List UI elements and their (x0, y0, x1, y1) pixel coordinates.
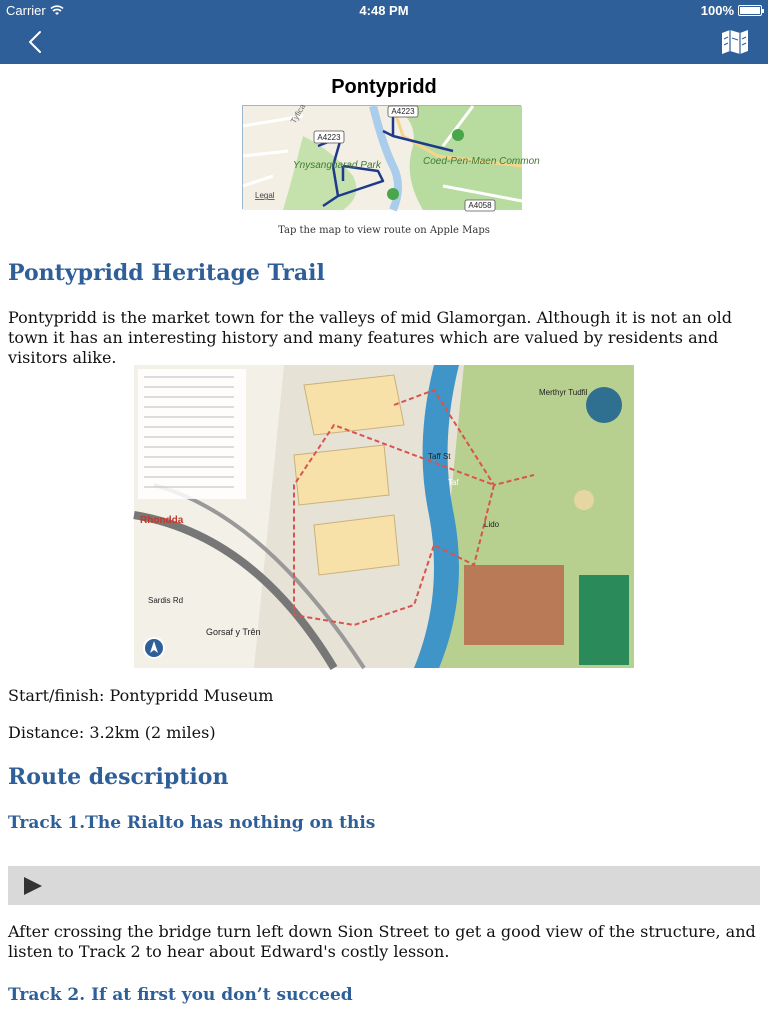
map-label: Sardis Rd (148, 596, 184, 605)
map-icon[interactable] (720, 29, 750, 55)
track-title: Track 2. If at first you don’t succeed (8, 985, 353, 1005)
map-label: Rhondda (140, 515, 184, 526)
map-label: Gorsaf y Trên (206, 627, 261, 637)
trail-map-drawing (134, 365, 634, 668)
legal-link[interactable]: Legal (255, 191, 275, 200)
trail-map-image (134, 365, 634, 668)
distance: Distance: 3.2km (2 miles) (8, 723, 216, 742)
route-heading: Route description (8, 764, 229, 790)
map-label: Taff St (428, 452, 451, 461)
route-map-thumbnail[interactable] (242, 102, 540, 210)
road-label: A4223 (317, 133, 341, 142)
place-label: Ynysangharad Park (293, 160, 381, 171)
map-label: Taf (448, 478, 459, 487)
map-label: Merthyr Tudfil (539, 388, 588, 397)
play-button[interactable] (22, 877, 44, 895)
track-description: After crossing the bridge turn left down Sion Street to get a good view of the structure, and listen to Track 2 to hear about Edward's costly lesson. (8, 922, 756, 961)
battery (701, 3, 762, 18)
navigation-bar (0, 20, 768, 64)
road-label: A4058 (468, 201, 492, 210)
route-map-drawing (243, 102, 540, 210)
road-label: A4223 (391, 107, 415, 116)
status-bar (0, 0, 768, 20)
place-label: Tyfica (288, 102, 308, 125)
track-title: Track 1.The Rialto has nothing on this (8, 813, 376, 833)
page-title: Pontypridd (331, 76, 437, 98)
battery-icon (738, 5, 762, 16)
carrier-label: Carrier (6, 3, 46, 18)
map-caption: Tap the map to view route on Apple Maps (278, 225, 490, 236)
battery-percent: 100% (700, 3, 734, 18)
intro-paragraph: Pontypridd is the market town for the valleys of mid Glamorgan. Although it is not an old town it has an interesting history and many features which are valued by residents and visitors alike. (8, 308, 732, 367)
trail-heading: Pontypridd Heritage Trail (8, 260, 325, 286)
map-label: Lido (484, 520, 500, 529)
place-label: Coed-Pen-Maen Common (423, 156, 540, 167)
start-finish: Start/finish: Pontypridd Museum (8, 686, 274, 705)
back-button[interactable] (22, 28, 50, 56)
audio-player[interactable] (8, 866, 760, 905)
clock: 4:48 PM (359, 3, 409, 18)
